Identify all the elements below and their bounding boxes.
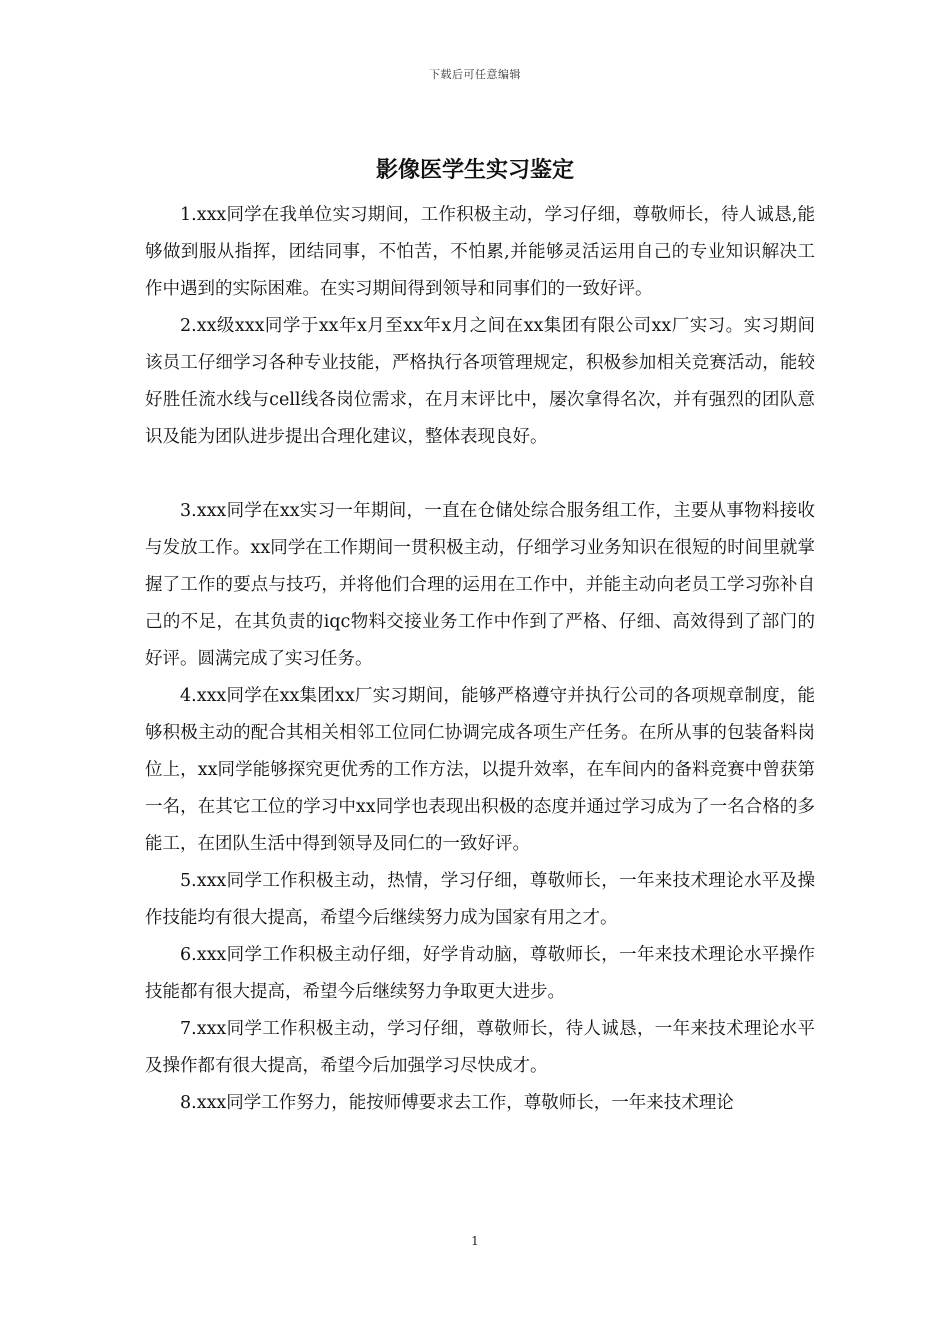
paragraph-3: 3.xxx同学在xx实习一年期间，一直在仓储处综合服务组工作，主要从事物料接收与发放工作。xx同学在工作期间一贯积极主动，仔细学习业务知识在很短的时间里就掌握了工作的要点与技巧，并将他们合理的运用在工作中，并能主动向老员工学习弥补自己的不足，在其负责的iqc物料交接业务工作中作到了严格、仔细、高效得到了部门的好评。圆满完成了实习任务。 bbox=[145, 501, 815, 669]
document-body bbox=[145, 197, 815, 1122]
header-note: 下载后可任意编辑 bbox=[429, 68, 521, 81]
paragraph-1: 1.xxx同学在我单位实习期间，工作积极主动，学习仔细，尊敬师长，待人诚恳,能够做到服从指挥，团结同事，不怕苦，不怕累,并能够灵活运用自己的专业知识解决工作中遇到的实际困难。在实习期间得到领导和同事们的一致好评。 bbox=[145, 205, 815, 299]
paragraph-6: 6.xxx同学工作积极主动仔细，好学肯动脑，尊敬师长，一年来技术理论水平操作技能都有很大提高，希望今后继续努力争取更大进步。 bbox=[145, 945, 815, 1002]
paragraph-8: 8.xxx同学工作努力，能按师傅要求去工作，尊敬师长，一年来技术理论 bbox=[180, 1093, 734, 1113]
paragraph-2: 2.xx级xxx同学于xx年x月至xx年x月之间在xx集团有限公司xx厂实习。实习期间该员工仔细学习各种专业技能，严格执行各项管理规定，积极参加相关竞赛活动，能较好胜任流水线与cell线各岗位需求，在月末评比中，屡次拿得名次，并有强烈的团队意识及能为团队进步提出合理化建议，整体表现良好。 bbox=[145, 316, 815, 447]
paragraph-4: 4.xxx同学在xx集团xx厂实习期间，能够严格遵守并执行公司的各项规章制度，能够积极主动的配合其相关相邻工位同仁协调完成各项生产任务。在所从事的包装备料岗位上，xx同学能够探究更优秀的工作方法，以提升效率，在车间内的备料竞赛中曾获第一名，在其它工位的学习中xx同学也表现出积极的态度并通过学习成为了一名合格的多能工，在团队生活中得到领导及同仁的一致好评。 bbox=[145, 686, 815, 854]
document-title: 影像医学生实习鉴定 bbox=[375, 157, 574, 183]
page-number: 1 bbox=[471, 1234, 479, 1248]
paragraph-5: 5.xxx同学工作积极主动，热情，学习仔细，尊敬师长，一年来技术理论水平及操作技能均有很大提高，希望今后继续努力成为国家有用之才。 bbox=[145, 871, 815, 928]
paragraph-7: 7.xxx同学工作积极主动，学习仔细，尊敬师长，待人诚恳，一年来技术理论水平及操作都有很大提高，希望今后加强学习尽快成才。 bbox=[145, 1019, 815, 1076]
